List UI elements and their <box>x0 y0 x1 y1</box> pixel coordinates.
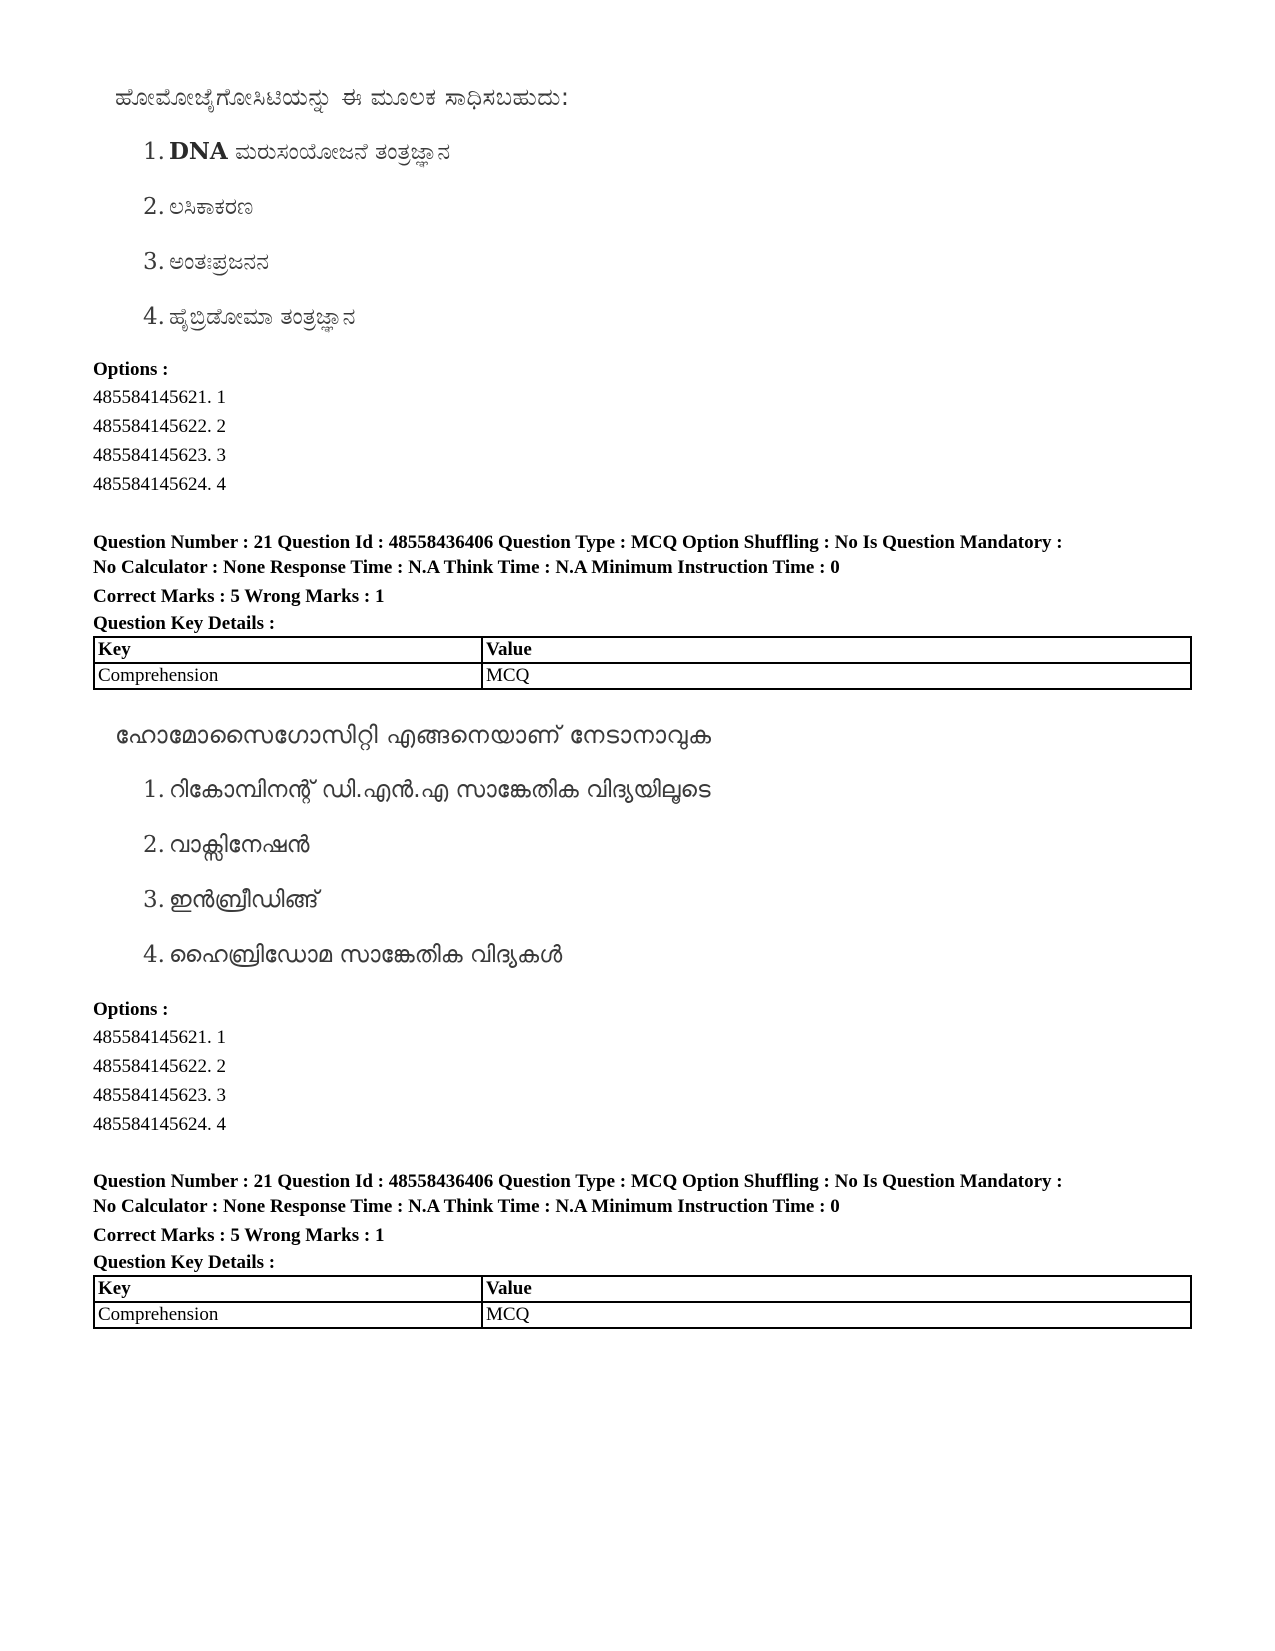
marks-line: Correct Marks : 5 Wrong Marks : 1 <box>93 586 385 607</box>
key-details-heading: Question Key Details : <box>93 1252 276 1273</box>
option-item: 485584145624. 4 <box>93 1114 226 1135</box>
question-item-4: 4. ಹೈಬ್ರಿಡೋಮಾ ತಂತ್ರಜ್ಞಾನ <box>143 304 356 330</box>
meta-line-1: Question Number : 21 Question Id : 48558436406 Question Type : MCQ Option Shuffling : No Is Question Mandatory : <box>93 532 1063 553</box>
header-key: Key <box>94 637 482 663</box>
question-meta <box>93 1169 1193 1276</box>
options-list <box>93 996 226 1139</box>
option-item: 485584145624. 4 <box>93 474 226 495</box>
question-image-malayalam <box>115 718 712 972</box>
question-item-2: 2. ಲಸಿಕಾಕರಣ <box>143 194 254 220</box>
question-stem: ಹೋಮೋಜೈಗೋಸಿಟಿಯನ್ನು ಈ ಮೂಲಕ ಸಾಧಿಸಬಹುದು: <box>115 83 570 111</box>
table-header-row <box>94 637 1191 663</box>
options-label: Options : <box>93 999 169 1020</box>
question-item-2: 2. വാക്സിനേഷൻ <box>143 832 310 858</box>
marks-line: Correct Marks : 5 Wrong Marks : 1 <box>93 1225 385 1246</box>
header-value: Value <box>482 637 1191 663</box>
header-value: Value <box>482 1276 1191 1302</box>
key-table <box>93 1275 1192 1329</box>
question-item-4: 4. ഹൈബ്രിഡോമ സാങ്കേതിക വിദ്യകൾ <box>143 942 563 968</box>
question-image-kannada <box>115 80 569 334</box>
header-key: Key <box>94 1276 482 1302</box>
options-list <box>93 356 226 499</box>
table-row <box>94 1302 1191 1328</box>
cell-value: MCQ <box>482 663 1191 689</box>
key-table <box>93 636 1192 690</box>
option-item: 485584145621. 1 <box>93 387 226 408</box>
key-details-heading: Question Key Details : <box>93 613 276 634</box>
options-label: Options : <box>93 359 169 380</box>
table-row <box>94 663 1191 689</box>
option-item: 485584145623. 3 <box>93 1085 226 1106</box>
cell-value: MCQ <box>482 1302 1191 1328</box>
question-item-1: 1. DNA ಮರುಸಂಯೋಜನೆ ತಂತ್ರಜ್ಞಾನ <box>143 138 451 165</box>
option-item: 485584145623. 3 <box>93 445 226 466</box>
option-item: 485584145621. 1 <box>93 1027 226 1048</box>
cell-key: Comprehension <box>94 663 482 689</box>
meta-line-2: No Calculator : None Response Time : N.A Think Time : N.A Minimum Instruction Time : 0 <box>93 1196 840 1217</box>
cell-key: Comprehension <box>94 1302 482 1328</box>
question-item-3: 3. ಅಂತಃಪ್ರಜನನ <box>143 249 270 275</box>
question-meta <box>93 530 1193 637</box>
meta-line-2: No Calculator : None Response Time : N.A Think Time : N.A Minimum Instruction Time : 0 <box>93 557 840 578</box>
option-item: 485584145622. 2 <box>93 1056 226 1077</box>
option-item: 485584145622. 2 <box>93 416 226 437</box>
meta-line-1: Question Number : 21 Question Id : 48558436406 Question Type : MCQ Option Shuffling : No Is Question Mandatory : <box>93 1171 1063 1192</box>
table-header-row <box>94 1276 1191 1302</box>
question-item-3: 3. ഇൻബ്രീഡിങ്ങ് <box>143 887 319 913</box>
question-item-1: 1. റികോമ്പിനന്റ് ഡി.എൻ.എ സാങ്കേതിക വിദ്യയിലൂടെ <box>143 777 711 803</box>
question-stem: ഹോമോസൈഗോസിറ്റി എങ്ങനെയാണ് നേടാനാവുക <box>115 721 712 749</box>
